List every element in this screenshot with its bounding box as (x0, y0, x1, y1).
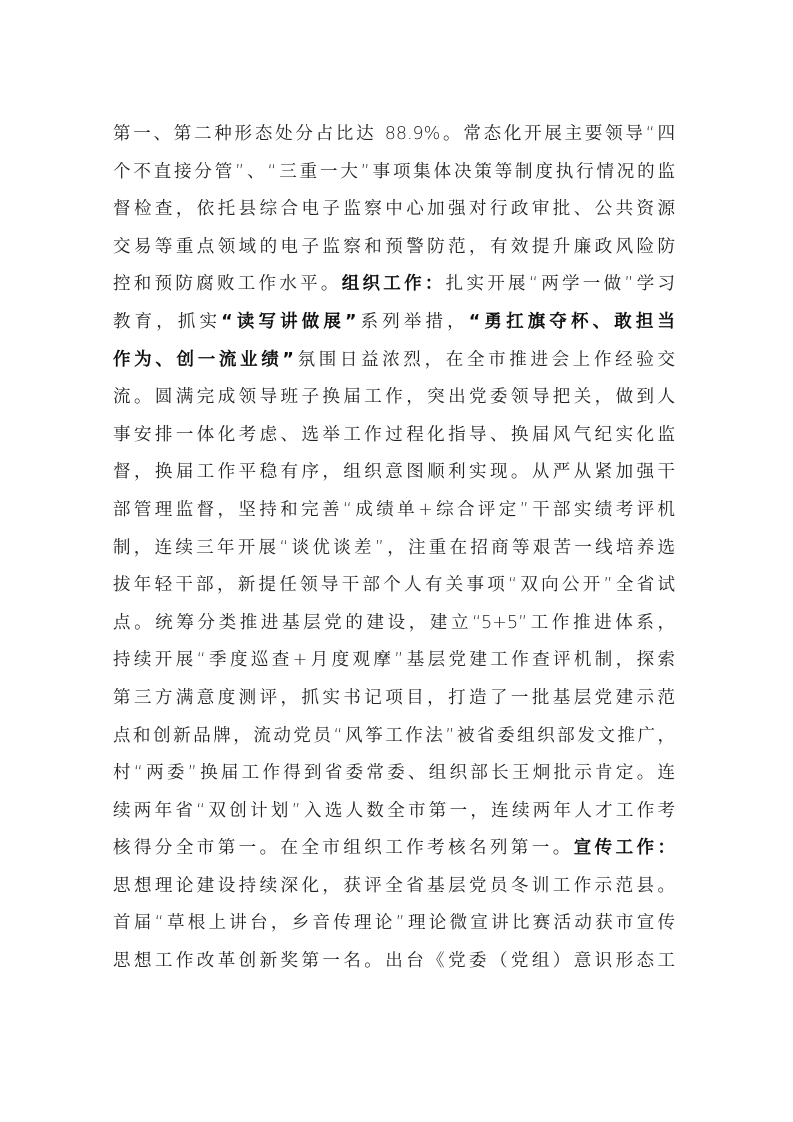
body-text-segment: 点。统筹分类推进基层党的建设，建立“5+5”工作推进体系， (113, 612, 675, 633)
text-line (113, 154, 675, 192)
text-line (113, 868, 675, 906)
body-text-segment: 督，换届工作平稳有序，组织意图顺利实现。从严从紧加强干 (113, 462, 675, 483)
body-text-segment: 核得分全市第一。在全市组织工作考核名列第一。 (113, 838, 574, 859)
body-text-segment: 点和创新品牌，流动党员“风筝工作法”被省委组织部发文推广， (113, 725, 675, 746)
text-line (113, 342, 675, 380)
text-line (113, 605, 675, 643)
body-text-segment: 第一、第二种形态处分占比达 88.9%。常态化开展主要领导“四 (113, 124, 675, 144)
body-text-segment: 第三方满意度测评，抓实书记项目，打造了一批基层党建示范 (113, 687, 675, 708)
text-line (113, 905, 675, 943)
body-text-segment: 氛围日益浓烈，在全市推进会上作经验交 (293, 349, 675, 370)
text-line (113, 417, 675, 455)
body-text-segment: 村“两委”换届工作得到省委常委、组织部长王炯批示肯定。连 (113, 763, 675, 784)
body-text-segment: 个不直接分管”、“三重一大”事项集体决策等制度执行情况的监 (113, 161, 675, 182)
body-text-segment: 部管理监督，坚持和完善“成绩单+综合评定”干部实绩考评机 (113, 499, 675, 520)
body-text-segment: 首届“草根上讲台，乡音传理论”理论微宣讲比赛活动获市宣传 (113, 913, 675, 934)
body-text-segment: 扎实开展“两学一做”学习 (445, 274, 676, 295)
body-paragraph (113, 116, 675, 981)
body-text-segment: 事安排一体化考虑、选举工作过程化指导、换届风气纪实化监 (113, 424, 675, 445)
text-line (113, 266, 675, 304)
text-line (113, 379, 675, 417)
text-line (113, 454, 675, 492)
body-text-segment: 思想工作改革创新奖第一名。出台《党委（党组）意识形态工 (113, 951, 675, 972)
text-line (113, 718, 675, 756)
text-line (113, 191, 675, 229)
text-line (113, 492, 675, 530)
text-line (113, 793, 675, 831)
bold-heading-text: “勇扛旗夺杯、敢担当 (468, 311, 675, 332)
bold-heading-text: “读写讲做展” (221, 311, 357, 332)
bold-heading-text: 宣传工作： (573, 838, 676, 859)
body-text-segment: 督检查，依托县综合电子监察中心加强对行政审批、公共资源 (113, 199, 675, 220)
text-line (113, 530, 675, 568)
text-line (113, 680, 675, 718)
text-line (113, 943, 675, 981)
text-line (113, 567, 675, 605)
body-text-segment: 思想理论建设持续深化，获评全省基层党员冬训工作示范县。 (113, 875, 675, 896)
body-text-segment: 控和预防腐败工作水平。 (113, 274, 342, 295)
body-text-segment: 续两年省“双创计划”入选人数全市第一，连续两年人才工作考 (113, 800, 675, 821)
body-text-segment: 流。圆满完成领导班子换届工作，突出党委领导把关，做到人 (113, 387, 675, 408)
body-text-segment: 系列举措， (356, 311, 469, 332)
text-line (113, 229, 675, 267)
text-line (113, 304, 675, 342)
bold-heading-text: 作为、创一流业绩” (113, 349, 294, 370)
body-text-segment: 交易等重点领域的电子监察和预警防范，有效提升廉政风险防 (113, 236, 675, 257)
text-line (113, 642, 675, 680)
bold-heading-text: 组织工作： (341, 274, 446, 295)
text-line (113, 755, 675, 793)
body-text-segment: 拔年轻干部，新提任领导干部个人有关事项“双向公开”全省试 (113, 575, 675, 596)
body-text-segment: 持续开展“季度巡查+月度观摩”基层党建工作查评机制，探索 (113, 650, 675, 671)
text-line (113, 830, 675, 868)
text-line (113, 116, 675, 154)
body-text-segment: 制，连续三年开展“谈优谈差”，注重在招商等艰苦一线培养选 (113, 537, 675, 558)
body-text-segment: 教育，抓实 (113, 311, 222, 332)
